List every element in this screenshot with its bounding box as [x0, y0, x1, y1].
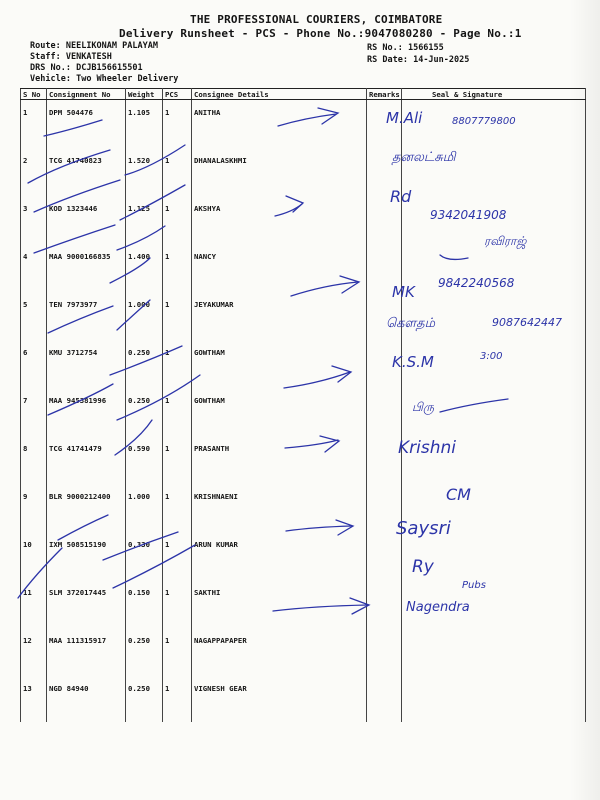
- staff-label: Staff:: [30, 52, 61, 62]
- route-label: Route:: [30, 41, 61, 51]
- col-header-signature: Seal & Signature: [402, 89, 586, 100]
- table-row: [21, 388, 586, 436]
- cell-pcs: 1: [163, 244, 192, 292]
- table-row: [21, 340, 586, 388]
- table-row: [21, 628, 586, 676]
- cell-sno: 4: [21, 244, 47, 292]
- table-row: [21, 580, 586, 628]
- cell-consignment: NGD 84940: [47, 676, 126, 722]
- signature-row-4-name: ரவிராஜ்: [484, 234, 527, 248]
- cell-consignment: TCG 41740823: [47, 148, 126, 196]
- cell-remarks: [367, 628, 402, 676]
- signature-row-8-name: பிரு: [412, 400, 435, 414]
- signature-row-6-name: கௌதம்: [386, 316, 436, 331]
- signature-row-10-name: CM: [446, 485, 471, 504]
- table-row: [21, 532, 586, 580]
- cell-consignment: KOD 1323446: [47, 196, 126, 244]
- cell-consignment: TCG 41741479: [47, 436, 126, 484]
- signature-row-6-phone: 9087642447: [492, 316, 562, 329]
- col-header-weight: Weight: [126, 89, 163, 100]
- col-header-consignee: Consignee Details: [192, 89, 367, 100]
- cell-sno: 13: [21, 676, 47, 722]
- cell-weight: 0.250: [126, 388, 163, 436]
- cell-consignee: GOWTHAM: [192, 388, 367, 436]
- table-header-row: [21, 89, 586, 100]
- cell-remarks: [367, 676, 402, 722]
- rs-date-value: 14-Jun-2025: [413, 55, 470, 65]
- rs-date-line: [367, 55, 469, 65]
- cell-sno: 3: [21, 196, 47, 244]
- cell-consignee: ANITHA: [192, 100, 367, 149]
- cell-consignment: MAA 9000166835: [47, 244, 126, 292]
- cell-consignment: DPM 504476: [47, 100, 126, 149]
- cell-remarks: [367, 388, 402, 436]
- signature-row-12-name: Ry: [412, 557, 434, 577]
- cell-pcs: 1: [163, 100, 192, 149]
- signature-row-7-time: 3:00: [480, 351, 503, 362]
- signature-row-3-phone: 9342041908: [430, 208, 507, 222]
- cell-consignment: BLR 9000212400: [47, 484, 126, 532]
- cell-consignment: MAA 111315917: [47, 628, 126, 676]
- rs-no-value: 1566155: [407, 43, 444, 53]
- signature-row-9-name: Krishni: [398, 438, 456, 458]
- runsheet-table: [20, 88, 586, 722]
- cell-weight: 1.400: [126, 244, 163, 292]
- table-row: [21, 148, 586, 196]
- signature-row-1-phone: 8807779800: [452, 116, 516, 127]
- cell-weight: 0.150: [126, 580, 163, 628]
- col-header-sno: S No: [21, 89, 47, 100]
- staff-line: [30, 52, 112, 62]
- cell-consignee: KRISHNAENI: [192, 484, 367, 532]
- signature-row-2-name: தனலட்சுமி: [392, 150, 456, 165]
- drs-value: DCJB156615501: [76, 63, 143, 73]
- cell-remarks: [367, 580, 402, 628]
- cell-weight: 1.000: [126, 484, 163, 532]
- cell-sno: 9: [21, 484, 47, 532]
- table-row: [21, 484, 586, 532]
- cell-sno: 7: [21, 388, 47, 436]
- cell-sno: 6: [21, 340, 47, 388]
- cell-consignee: NAGAPPAPAPER: [192, 628, 367, 676]
- signature-row-11-name: Saysri: [396, 518, 451, 539]
- cell-pcs: 1: [163, 484, 192, 532]
- signature-row-1-name: M.Ali: [386, 109, 423, 127]
- cell-weight: 0.250: [126, 628, 163, 676]
- col-header-consignment: Consignment No: [47, 89, 126, 100]
- vehicle-label: Vehicle:: [30, 74, 71, 84]
- drs-label: DRS No.:: [30, 63, 71, 73]
- cell-consignee: GOWTHAM: [192, 340, 367, 388]
- cell-sno: 2: [21, 148, 47, 196]
- cell-consignment: SLM 372017445: [47, 580, 126, 628]
- cell-weight: 1.105: [126, 100, 163, 149]
- company-title: THE PROFESSIONAL COURIERS, COIMBATORE: [190, 13, 443, 26]
- col-header-pcs: PCS: [163, 89, 192, 100]
- cell-sno: 8: [21, 436, 47, 484]
- cell-consignee: DHANALASKHMI: [192, 148, 367, 196]
- cell-pcs: 1: [163, 532, 192, 580]
- cell-consignee: NANCY: [192, 244, 367, 292]
- cell-signature: [402, 676, 586, 722]
- cell-consignee: PRASANTH: [192, 436, 367, 484]
- cell-remarks: [367, 436, 402, 484]
- cell-consignment: IXM 508515190: [47, 532, 126, 580]
- cell-weight: 0.590: [126, 436, 163, 484]
- cell-sno: 10: [21, 532, 47, 580]
- signature-row-5-phone: 9842240568: [438, 276, 515, 290]
- cell-pcs: 1: [163, 292, 192, 340]
- vehicle-value: Two Wheeler Delivery: [76, 74, 179, 84]
- staff-value: VENKATESH: [65, 52, 112, 62]
- drs-line: [30, 63, 143, 73]
- cell-weight: 1.125: [126, 196, 163, 244]
- cell-pcs: 1: [163, 196, 192, 244]
- rs-no-label: RS No.:: [367, 43, 403, 53]
- col-header-remarks: Remarks: [367, 89, 402, 100]
- cell-consignee: AKSHYA: [192, 196, 367, 244]
- cell-pcs: 1: [163, 340, 192, 388]
- signature-row-5-name: MK: [392, 283, 415, 301]
- cell-signature: [402, 628, 586, 676]
- runsheet-subtitle: Delivery Runsheet - PCS - Phone No.:9047080280 - Page No.:1: [119, 27, 522, 40]
- route-line: [30, 41, 158, 51]
- cell-sno: 12: [21, 628, 47, 676]
- rs-date-label: RS Date:: [367, 55, 408, 65]
- cell-pcs: 1: [163, 436, 192, 484]
- signature-row-7-name: K.S.M: [392, 353, 434, 371]
- cell-consignment: KMU 3712754: [47, 340, 126, 388]
- signature-row-12-note: Pubs: [462, 580, 486, 591]
- cell-consignee: ARUN KUMAR: [192, 532, 367, 580]
- cell-sno: 11: [21, 580, 47, 628]
- route-value: NEELIKONAM PALAYAM: [65, 41, 158, 51]
- cell-consignee: VIGNESH GEAR: [192, 676, 367, 722]
- cell-weight: 1.000: [126, 292, 163, 340]
- table-row: [21, 436, 586, 484]
- cell-weight: 0.330: [126, 532, 163, 580]
- cell-pcs: 1: [163, 148, 192, 196]
- cell-consignee: JEYAKUMAR: [192, 292, 367, 340]
- cell-sno: 5: [21, 292, 47, 340]
- cell-pcs: 1: [163, 628, 192, 676]
- cell-weight: 0.250: [126, 676, 163, 722]
- cell-consignee: SAKTHI: [192, 580, 367, 628]
- cell-pcs: 1: [163, 580, 192, 628]
- cell-consignment: MAA 945381996: [47, 388, 126, 436]
- cell-weight: 1.520: [126, 148, 163, 196]
- cell-pcs: 1: [163, 388, 192, 436]
- cell-pcs: 1: [163, 676, 192, 722]
- cell-weight: 0.250: [126, 340, 163, 388]
- vehicle-line: [30, 74, 178, 84]
- signature-row-13-name: Nagendra: [406, 600, 470, 615]
- cell-sno: 1: [21, 100, 47, 149]
- table-row: [21, 676, 586, 722]
- cell-remarks: [367, 532, 402, 580]
- cell-consignment: TEN 7973977: [47, 292, 126, 340]
- rs-no-line: [367, 43, 444, 53]
- signature-row-3-name: Rd: [390, 187, 412, 206]
